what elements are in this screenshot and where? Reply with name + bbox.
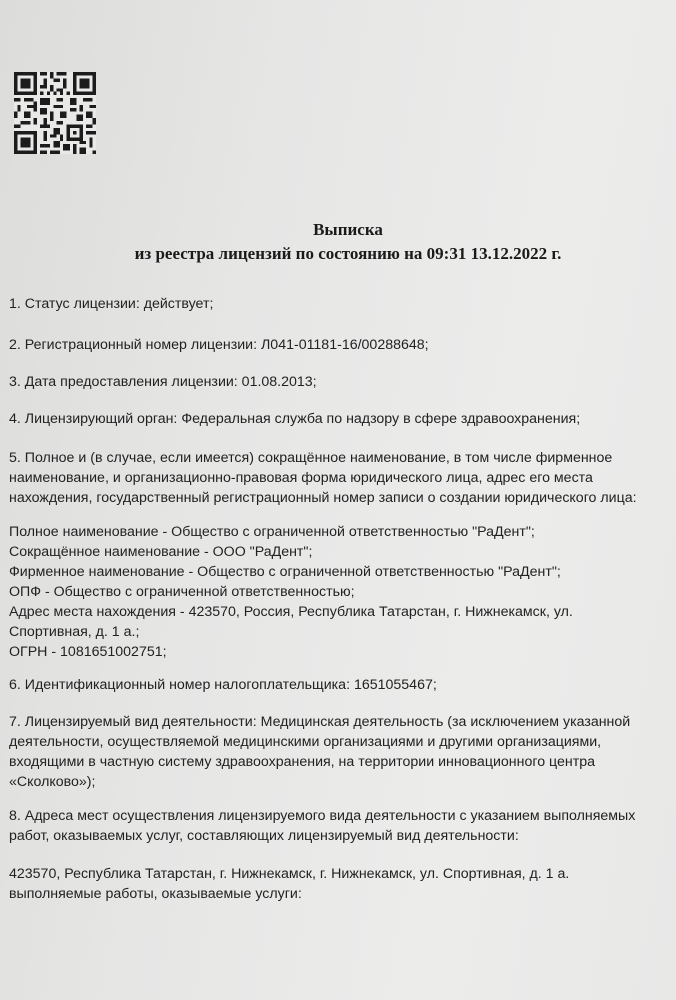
org-short-name: Сокращённое наименование - ООО "РаДент"; — [9, 544, 313, 560]
place-services-label: выполняемые работы, оказываемые услуги: — [9, 886, 302, 902]
item-date — [9, 372, 673, 392]
item-names-header — [9, 448, 673, 508]
item-status — [9, 294, 673, 314]
item-places-line: 8. Адреса мест осуществления лицензируемого вида деятельности с указанием выполняемых — [9, 808, 636, 824]
document-title — [0, 218, 676, 266]
org-address: Адрес места нахождения - 423570, Россия, Республика Татарстан, г. Нижнекамск, ул. — [9, 604, 573, 620]
item-places — [9, 806, 673, 846]
org-ogrn: ОГРН - 1081651002751; — [9, 644, 167, 660]
item-activity — [9, 712, 673, 792]
item-authority-text: 4. Лицензирующий орган: Федеральная служба по надзору в сфере здравоохранения; — [9, 411, 581, 427]
item-inn-text: 6. Идентификационный номер налогоплательщика: 1651055467; — [9, 677, 437, 693]
item-activity-line: «Сколково»); — [9, 774, 96, 790]
title-main: Выписка — [313, 220, 383, 239]
item-activity-line: деятельности, осуществляемой медицинскими организациями и другими организациями, — [9, 734, 602, 750]
item-places-line: работ, оказываемых услуг, составляющих лицензируемый вид деятельности: — [9, 828, 519, 844]
item-names-line: 5. Полное и (в случае, если имеется) сокращённое наименование, в том числе фирменное — [9, 450, 613, 466]
item-activity-line: 7. Лицензируемый вид деятельности: Медицинская деятельность (за исключением указанной — [9, 714, 631, 730]
org-full-name: Полное наименование - Общество с ограниченной ответственностью "РаДент"; — [9, 524, 535, 540]
item-activity-line: входящими в частную систему здравоохранения, на территории инновационного центра — [9, 754, 595, 770]
org-brand-name: Фирменное наименование - Общество с ограниченной ответственностью "РаДент"; — [9, 564, 561, 580]
title-subtitle: из реестра лицензий по состоянию на 09:31 13.12.2022 г. — [134, 244, 562, 263]
item-inn — [9, 675, 673, 695]
org-legal-form: ОПФ - Общество с ограниченной ответственностью; — [9, 584, 355, 600]
item-reg-number — [9, 335, 673, 355]
organization-details — [9, 522, 673, 662]
item-names-line: наименование, и организационно-правовая форма юридического лица, адрес его места — [9, 470, 593, 486]
org-address-cont: Спортивная, д. 1 а.; — [9, 624, 140, 640]
item-reg-number-text: 2. Регистрационный номер лицензии: Л041-01181-16/00288648; — [9, 337, 429, 353]
item-status-text: 1. Статус лицензии: действует; — [9, 296, 214, 312]
place-address — [9, 864, 673, 904]
qr-code-icon — [14, 72, 96, 154]
item-authority — [9, 409, 673, 429]
item-date-text: 3. Дата предоставления лицензии: 01.08.2013; — [9, 374, 317, 390]
place-address-line: 423570, Республика Татарстан, г. Нижнекамск, г. Нижнекамск, ул. Спортивная, д. 1 а. — [9, 866, 570, 882]
item-names-line: нахождения, государственный регистрационный номер записи о создании юридического лица: — [9, 490, 637, 506]
